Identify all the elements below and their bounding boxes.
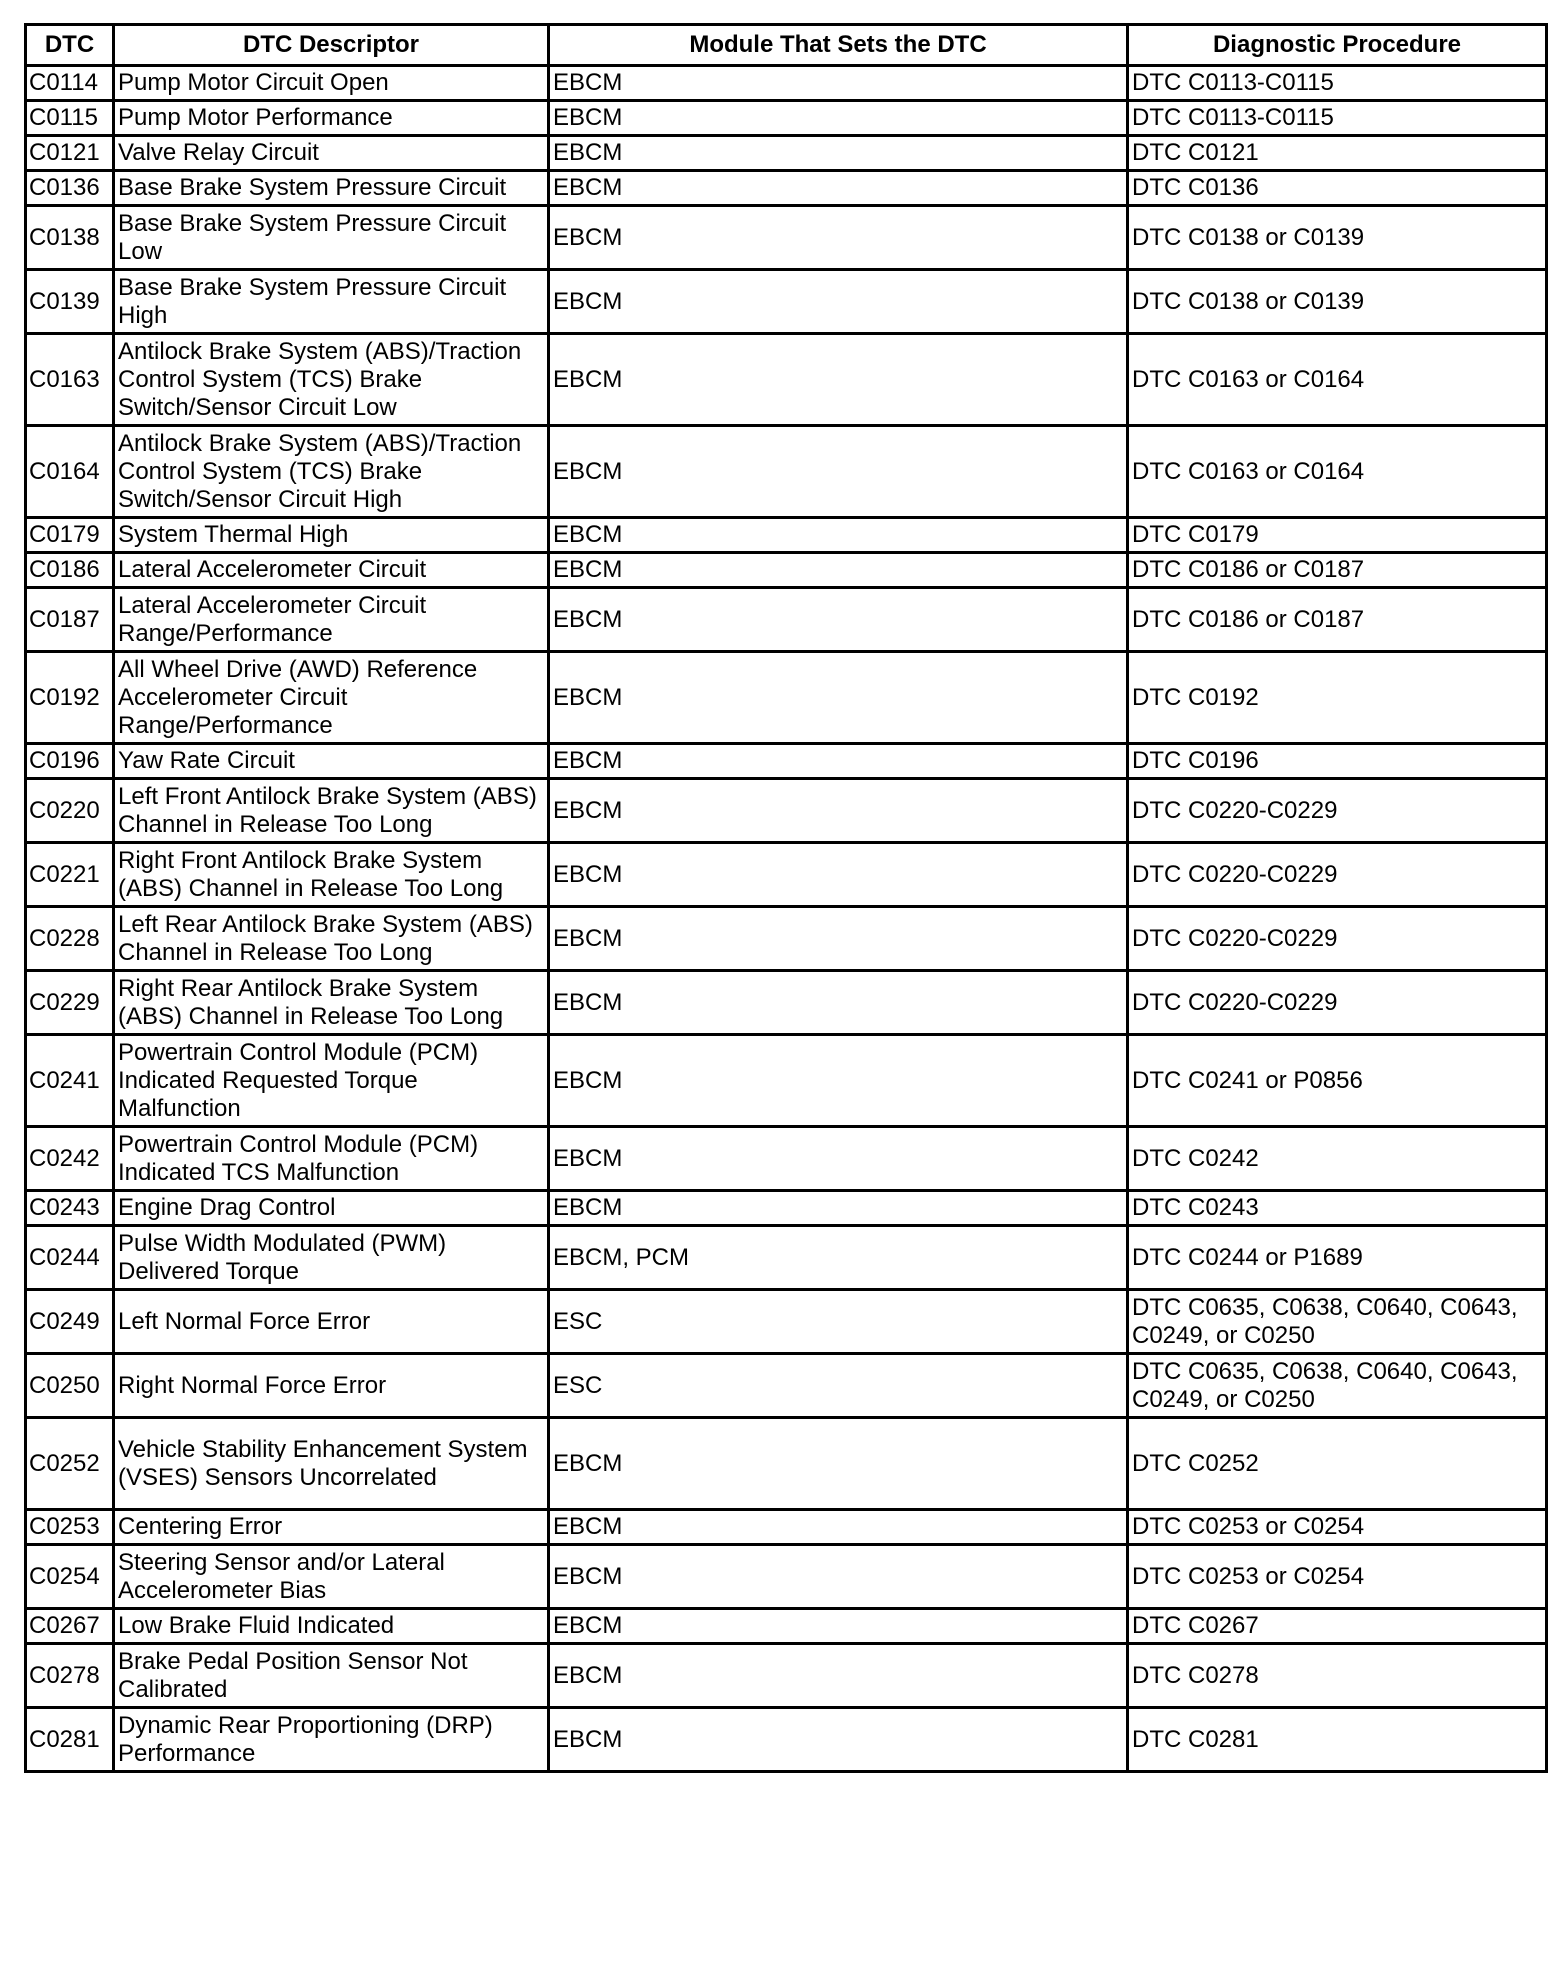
dtc-procedure: DTC C0196: [1128, 744, 1547, 779]
dtc-descriptor: Base Brake System Pressure Circuit: [114, 171, 549, 206]
dtc-procedure: DTC C0278: [1128, 1644, 1547, 1708]
table-row: [26, 907, 1547, 971]
table-row: [26, 843, 1547, 907]
dtc-descriptor: Left Rear Antilock Brake System (ABS) Channel in Release Too Long: [114, 907, 549, 971]
table-row: [26, 66, 1547, 101]
dtc-code: C0187: [26, 588, 114, 652]
dtc-descriptor: Right Rear Antilock Brake System (ABS) Channel in Release Too Long: [114, 971, 549, 1035]
table-row: [26, 1708, 1547, 1772]
dtc-code: C0220: [26, 779, 114, 843]
dtc-module: EBCM: [549, 652, 1128, 744]
dtc-module: ESC: [549, 1354, 1128, 1418]
dtc-descriptor: Steering Sensor and/or Lateral Accelerometer Bias: [114, 1545, 549, 1609]
dtc-procedure: DTC C0186 or C0187: [1128, 553, 1547, 588]
dtc-code: C0163: [26, 334, 114, 426]
dtc-module: EBCM: [549, 1127, 1128, 1191]
dtc-module: EBCM: [549, 843, 1128, 907]
dtc-module: EBCM: [549, 779, 1128, 843]
dtc-module: EBCM: [549, 1418, 1128, 1510]
dtc-procedure: DTC C0163 or C0164: [1128, 426, 1547, 518]
dtc-descriptor: Antilock Brake System (ABS)/Traction Control System (TCS) Brake Switch/Sensor Circuit Low: [114, 334, 549, 426]
table-row: [26, 588, 1547, 652]
dtc-descriptor: Base Brake System Pressure Circuit Low: [114, 206, 549, 270]
dtc-code: C0252: [26, 1418, 114, 1510]
dtc-procedure: DTC C0113-C0115: [1128, 66, 1547, 101]
dtc-descriptor: Vehicle Stability Enhancement System (VSES) Sensors Uncorrelated: [114, 1418, 549, 1510]
dtc-module: EBCM: [549, 553, 1128, 588]
dtc-code: C0186: [26, 553, 114, 588]
dtc-code: C0192: [26, 652, 114, 744]
dtc-code: C0139: [26, 270, 114, 334]
dtc-procedure: DTC C0252: [1128, 1418, 1547, 1510]
dtc-descriptor: Valve Relay Circuit: [114, 136, 549, 171]
dtc-procedure: DTC C0220-C0229: [1128, 779, 1547, 843]
dtc-module: EBCM: [549, 171, 1128, 206]
dtc-descriptor: System Thermal High: [114, 518, 549, 553]
dtc-procedure: DTC C0186 or C0187: [1128, 588, 1547, 652]
dtc-code: C0281: [26, 1708, 114, 1772]
table-row: [26, 518, 1547, 553]
table-row: [26, 426, 1547, 518]
column-header-dtc: DTC: [26, 25, 114, 66]
dtc-procedure: DTC C0163 or C0164: [1128, 334, 1547, 426]
dtc-descriptor: Low Brake Fluid Indicated: [114, 1609, 549, 1644]
dtc-module: EBCM: [549, 1035, 1128, 1127]
dtc-module: EBCM: [549, 1644, 1128, 1708]
table-row: [26, 171, 1547, 206]
dtc-code: C0136: [26, 171, 114, 206]
dtc-descriptor: All Wheel Drive (AWD) Reference Accelerometer Circuit Range/Performance: [114, 652, 549, 744]
dtc-descriptor: Lateral Accelerometer Circuit Range/Performance: [114, 588, 549, 652]
dtc-descriptor: Right Front Antilock Brake System (ABS) Channel in Release Too Long: [114, 843, 549, 907]
dtc-descriptor: Left Front Antilock Brake System (ABS) Channel in Release Too Long: [114, 779, 549, 843]
dtc-module: EBCM: [549, 588, 1128, 652]
dtc-procedure: DTC C0241 or P0856: [1128, 1035, 1547, 1127]
dtc-code: C0179: [26, 518, 114, 553]
dtc-procedure: DTC C0267: [1128, 1609, 1547, 1644]
dtc-descriptor: Brake Pedal Position Sensor Not Calibrated: [114, 1644, 549, 1708]
dtc-procedure: DTC C0138 or C0139: [1128, 270, 1547, 334]
dtc-procedure: DTC C0281: [1128, 1708, 1547, 1772]
dtc-code: C0196: [26, 744, 114, 779]
dtc-module: EBCM: [549, 1545, 1128, 1609]
dtc-code: C0164: [26, 426, 114, 518]
dtc-procedure: DTC C0244 or P1689: [1128, 1226, 1547, 1290]
dtc-module: EBCM: [549, 334, 1128, 426]
dtc-code: C0114: [26, 66, 114, 101]
dtc-module: EBCM: [549, 907, 1128, 971]
dtc-procedure: DTC C0121: [1128, 136, 1547, 171]
dtc-code: C0253: [26, 1510, 114, 1545]
dtc-code: C0221: [26, 843, 114, 907]
dtc-procedure: DTC C0220-C0229: [1128, 971, 1547, 1035]
dtc-procedure: DTC C0635, C0638, C0640, C0643, C0249, or C0250: [1128, 1290, 1547, 1354]
table-row: [26, 553, 1547, 588]
dtc-descriptor: Right Normal Force Error: [114, 1354, 549, 1418]
table-row: [26, 101, 1547, 136]
dtc-code: C0121: [26, 136, 114, 171]
dtc-code: C0278: [26, 1644, 114, 1708]
dtc-procedure: DTC C0243: [1128, 1191, 1547, 1226]
dtc-procedure: DTC C0138 or C0139: [1128, 206, 1547, 270]
dtc-procedure: DTC C0242: [1128, 1127, 1547, 1191]
table-row: [26, 1226, 1547, 1290]
column-header-descriptor: DTC Descriptor: [114, 25, 549, 66]
dtc-code: C0228: [26, 907, 114, 971]
table-row: [26, 744, 1547, 779]
dtc-procedure: DTC C0220-C0229: [1128, 907, 1547, 971]
table-row: [26, 652, 1547, 744]
dtc-procedure: DTC C0253 or C0254: [1128, 1510, 1547, 1545]
dtc-procedure: DTC C0179: [1128, 518, 1547, 553]
dtc-module: EBCM: [549, 518, 1128, 553]
dtc-module: EBCM: [549, 1708, 1128, 1772]
table-row: [26, 779, 1547, 843]
table-row: [26, 1035, 1547, 1127]
dtc-descriptor: Dynamic Rear Proportioning (DRP) Performance: [114, 1708, 549, 1772]
dtc-descriptor: Base Brake System Pressure Circuit High: [114, 270, 549, 334]
table-row: [26, 971, 1547, 1035]
dtc-descriptor: Pulse Width Modulated (PWM) Delivered Torque: [114, 1226, 549, 1290]
dtc-module: EBCM: [549, 426, 1128, 518]
dtc-descriptor: Engine Drag Control: [114, 1191, 549, 1226]
table-row: [26, 1191, 1547, 1226]
dtc-descriptor: Lateral Accelerometer Circuit: [114, 553, 549, 588]
dtc-descriptor: Centering Error: [114, 1510, 549, 1545]
table-row: [26, 1545, 1547, 1609]
column-header-module: Module That Sets the DTC: [549, 25, 1128, 66]
dtc-code: C0229: [26, 971, 114, 1035]
dtc-procedure: DTC C0635, C0638, C0640, C0643, C0249, or C0250: [1128, 1354, 1547, 1418]
table-row: [26, 206, 1547, 270]
dtc-descriptor: Left Normal Force Error: [114, 1290, 549, 1354]
table-row: [26, 1354, 1547, 1418]
table-header-row: [26, 25, 1547, 66]
table-row: [26, 136, 1547, 171]
column-header-procedure: Diagnostic Procedure: [1128, 25, 1547, 66]
dtc-module: ESC: [549, 1290, 1128, 1354]
dtc-module: EBCM: [549, 66, 1128, 101]
dtc-code: C0267: [26, 1609, 114, 1644]
dtc-module: EBCM: [549, 101, 1128, 136]
dtc-module: EBCM: [549, 971, 1128, 1035]
table-row: [26, 1510, 1547, 1545]
dtc-descriptor: Pump Motor Performance: [114, 101, 549, 136]
dtc-code: C0249: [26, 1290, 114, 1354]
dtc-descriptor: Yaw Rate Circuit: [114, 744, 549, 779]
dtc-code: C0242: [26, 1127, 114, 1191]
table-row: [26, 270, 1547, 334]
dtc-descriptor: Antilock Brake System (ABS)/Traction Control System (TCS) Brake Switch/Sensor Circuit High: [114, 426, 549, 518]
dtc-module: EBCM: [549, 1510, 1128, 1545]
dtc-module: EBCM: [549, 206, 1128, 270]
dtc-code: C0243: [26, 1191, 114, 1226]
dtc-code: C0138: [26, 206, 114, 270]
table-row: [26, 1644, 1547, 1708]
dtc-module: EBCM: [549, 1191, 1128, 1226]
table-row: [26, 1127, 1547, 1191]
dtc-descriptor: Powertrain Control Module (PCM) Indicated TCS Malfunction: [114, 1127, 549, 1191]
dtc-descriptor: Powertrain Control Module (PCM) Indicated Requested Torque Malfunction: [114, 1035, 549, 1127]
dtc-procedure: DTC C0136: [1128, 171, 1547, 206]
table-row: [26, 1418, 1547, 1510]
table-row: [26, 1290, 1547, 1354]
dtc-procedure: DTC C0113-C0115: [1128, 101, 1547, 136]
dtc-code: C0244: [26, 1226, 114, 1290]
dtc-module: EBCM: [549, 1609, 1128, 1644]
dtc-procedure: DTC C0253 or C0254: [1128, 1545, 1547, 1609]
dtc-module: EBCM: [549, 744, 1128, 779]
dtc-module: EBCM: [549, 270, 1128, 334]
table-row: [26, 334, 1547, 426]
dtc-procedure: DTC C0220-C0229: [1128, 843, 1547, 907]
dtc-descriptor: Pump Motor Circuit Open: [114, 66, 549, 101]
table-row: [26, 1609, 1547, 1644]
dtc-code: C0254: [26, 1545, 114, 1609]
dtc-code: C0115: [26, 101, 114, 136]
dtc-table-container: [24, 23, 1545, 1773]
dtc-module: EBCM, PCM: [549, 1226, 1128, 1290]
dtc-module: EBCM: [549, 136, 1128, 171]
dtc-procedure: DTC C0192: [1128, 652, 1547, 744]
dtc-code: C0250: [26, 1354, 114, 1418]
dtc-table: [24, 23, 1548, 1773]
dtc-code: C0241: [26, 1035, 114, 1127]
